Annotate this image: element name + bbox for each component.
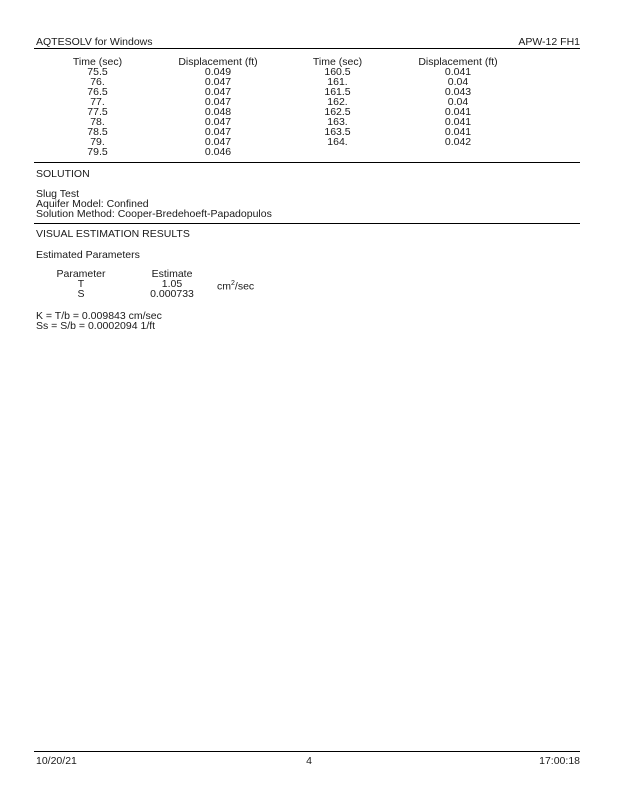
header-well-id: APW-12 FH1: [518, 36, 580, 48]
table-cell: 160.5: [324, 66, 351, 78]
estimate-value: 1.05: [161, 278, 183, 290]
time-header-left: Time (sec): [72, 56, 123, 68]
table-cell: 0.04: [447, 76, 469, 88]
estimated-parameters-heading: Estimated Parameters: [36, 249, 140, 261]
estimate-header: Estimate: [151, 268, 193, 280]
ss-value: Ss = S/b = 0.0002094 1/ft: [36, 320, 156, 332]
time-header-right: Time (sec): [312, 56, 363, 68]
parameter-name: T: [77, 278, 85, 290]
transmissivity-unit: [217, 279, 254, 292]
footer-rule: [34, 751, 580, 752]
table-cell: 0.04: [447, 96, 469, 108]
table-cell: 76.5: [87, 86, 108, 98]
section-rule: [34, 223, 580, 224]
table-cell: 0.043: [444, 86, 472, 98]
solution-method: Solution Method: Cooper-Bredehoeft-Papadopulos: [36, 208, 272, 220]
table-cell: 162.: [327, 96, 348, 108]
table-cell: 75.5: [87, 66, 108, 78]
unit-base: cm: [217, 280, 231, 293]
table-cell: 163.: [327, 116, 348, 128]
header-app-name: AQTESOLV for Windows: [36, 36, 153, 48]
table-cell: 0.041: [444, 126, 472, 138]
footer-date: 10/20/21: [36, 755, 77, 767]
parameter-name: S: [77, 288, 85, 300]
table-cell: 162.5: [324, 106, 351, 118]
displacement-header-right: Displacement (ft): [418, 56, 498, 68]
page-number: 4: [306, 755, 312, 767]
table-cell: 0.047: [204, 136, 232, 148]
table-cell: 0.041: [444, 116, 472, 128]
unit-exponent: 2: [231, 280, 235, 287]
table-cell: 0.041: [444, 106, 472, 118]
displacement-column-right: [408, 57, 508, 147]
k-value: K = T/b = 0.009843 cm/sec: [36, 310, 162, 322]
table-cell: 0.046: [204, 146, 232, 158]
table-cell: 77.5: [87, 106, 108, 118]
estimate-value: 0.000733: [150, 288, 194, 300]
table-cell: 78.5: [87, 126, 108, 138]
time-column-right: [300, 57, 375, 147]
section-rule: [34, 162, 580, 163]
table-cell: 164.: [327, 136, 348, 148]
table-cell: 0.042: [444, 136, 472, 148]
parameter-header: Parameter: [56, 268, 106, 280]
test-type: Slug Test: [36, 188, 79, 200]
time-column-left: [60, 57, 135, 157]
displacement-column-left: [168, 57, 268, 157]
table-cell: 161.: [327, 76, 348, 88]
estimate-column: [144, 269, 200, 299]
footer-time: 17:00:18: [539, 755, 580, 767]
table-cell: 79.: [90, 136, 105, 148]
table-cell: 0.047: [204, 116, 232, 128]
table-cell: 0.047: [204, 96, 232, 108]
table-cell: 0.041: [444, 66, 472, 78]
header-rule: [34, 48, 580, 49]
displacement-header-left: Displacement (ft): [178, 56, 258, 68]
table-cell: 0.049: [204, 66, 232, 78]
table-cell: 76.: [90, 76, 105, 88]
unit-tail: /sec: [234, 280, 255, 293]
table-cell: 161.5: [324, 86, 351, 98]
table-cell: 0.047: [204, 126, 232, 138]
table-cell: 163.5: [324, 126, 351, 138]
table-cell: 0.048: [204, 106, 232, 118]
table-cell: 79.5: [87, 146, 108, 158]
table-cell: 0.047: [204, 86, 232, 98]
table-cell: 77.: [90, 96, 105, 108]
table-cell: 0.047: [204, 76, 232, 88]
parameter-column: [48, 269, 114, 299]
derived-values: [36, 311, 162, 331]
solution-heading: SOLUTION: [36, 168, 90, 180]
aquifer-model: Aquifer Model: Confined: [36, 198, 149, 210]
results-heading: VISUAL ESTIMATION RESULTS: [36, 228, 190, 240]
solution-details: [36, 189, 272, 219]
table-cell: 78.: [90, 116, 105, 128]
